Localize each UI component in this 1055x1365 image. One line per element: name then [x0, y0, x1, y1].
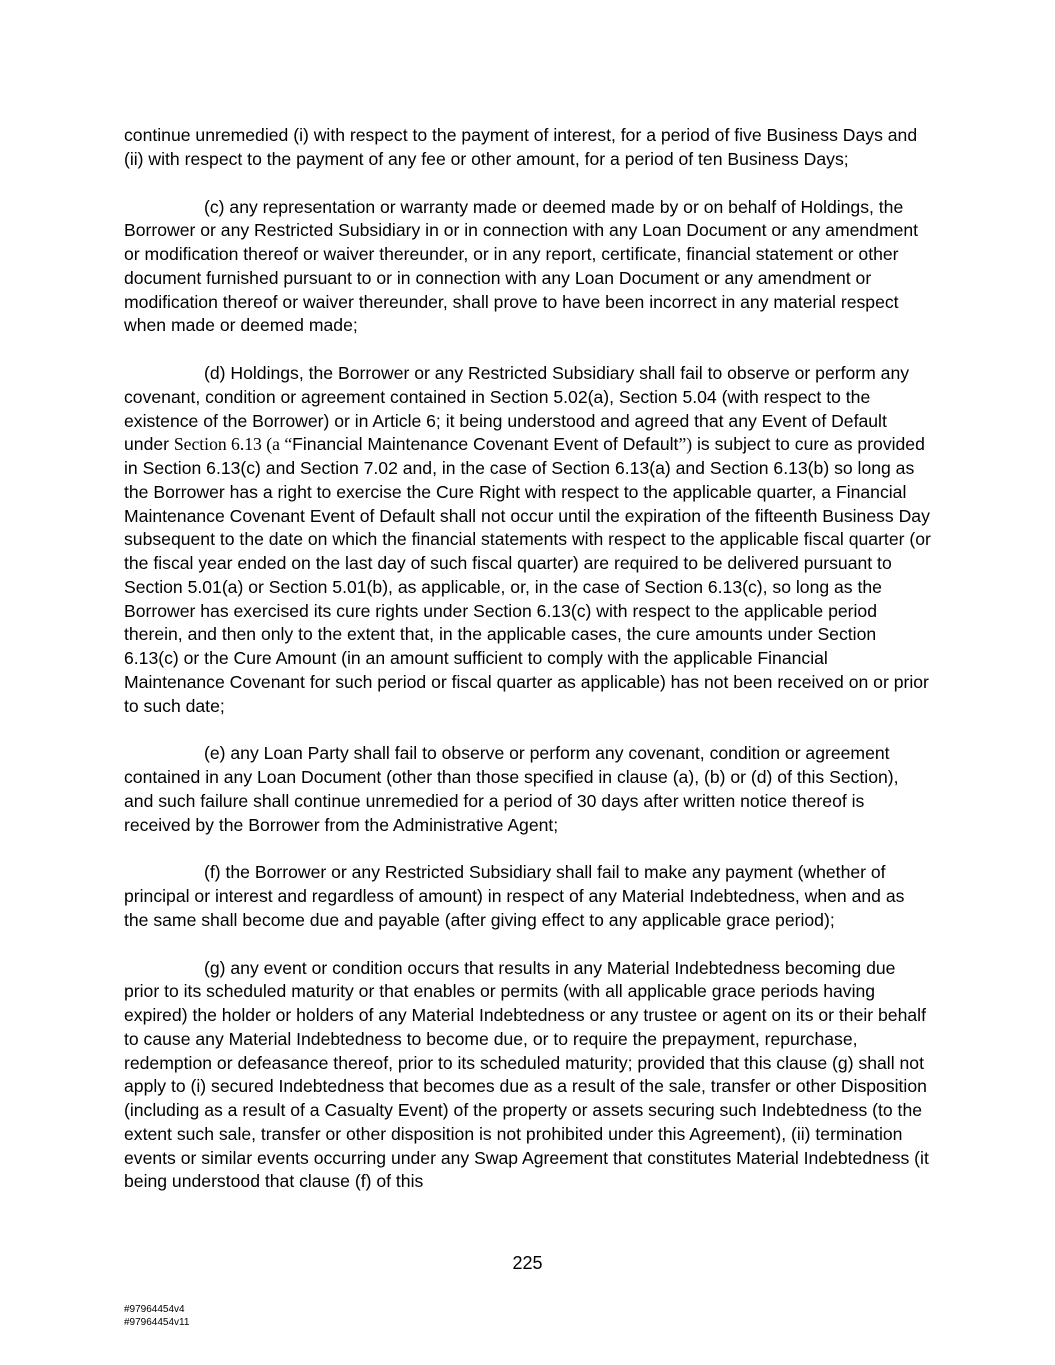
paragraph-clause-e: (e) any Loan Party shall fail to observe or perform any covenant, condition or agreement contained in any Loan Document (other than those specified in clause (a), (b) or (d) of this Section), and such failure shall continue unremedied for a period of 30 days after written notice thereof is received by the Borrower from the Administrative Agent;	[124, 743, 899, 835]
page-number: 225	[512, 1253, 543, 1273]
paragraph-clause-f: (f) the Borrower or any Restricted Subsidiary shall fail to make any payment (whether of principal or interest and regardless of amount) in respect of any Material Indebtedness, when and as the same shall become due and payable (after giving effect to any applicable grace period);	[124, 862, 905, 930]
clause-d-defined-term: Financial Maintenance Covenant Event of Default	[292, 434, 679, 455]
clause-d-serif-run-2: ”)	[678, 434, 693, 455]
paragraph-clause-d	[124, 362, 932, 718]
paragraph-clause-g: (g) any event or condition occurs that results in any Material Indebtedness becoming due prior to its scheduled maturity or that enables or permits (with all applicable grace periods having expired) the holder or holders of any Material Indebtedness or any trustee or agent on its or their behalf to cause any Material Indebtedness to become due, or to require the prepayment, repurchase, redemption or defeasance thereof, prior to its scheduled maturity; provided that this clause (g) shall not apply to (i) secured Indebtedness that becomes due as a result of the sale, transfer or other Disposition (including as a result of a Casualty Event) of the property or assets securing such Indebtedness (to the extent such sale, transfer or other disposition is not prohibited under this Agreement), (ii) termination events or similar events occurring under any Swap Agreement that constitutes Material Indebtedness (it being understood that clause (f) of this	[124, 957, 929, 1192]
document-id-2: #97964454v11	[124, 1317, 190, 1328]
document-body	[124, 124, 932, 1218]
paragraph-continuation: continue unremedied (i) with respect to the payment of interest, for a period of five Business Days and (ii) with respect to the payment of any fee or other amount, for a period of ten Business Days;	[124, 125, 918, 169]
document-id-1: #97964454v4	[124, 1304, 185, 1315]
clause-d-text-after: is subject to cure as provided in Section 6.13(c) and Section 7.02 and, in the case of Section 6.13(a) and Section 6.13(b) so long as the Borrower has a right to exercise the Cure Right with respect to the applicable quarter, a Financial Maintenance Covenant Event of Default shall not occur until the expiration of the fifteenth Business Day subsequent to the date on which the financial statements with respect to the applicable fiscal quarter (or the fiscal year ended on the last day of such fiscal quarter) are required to be delivered pursuant to Section 5.01(a) or Section 5.01(b), as applicable, or, in the case of Section 6.13(c), so long as the Borrower has exercised its cure rights under Section 6.13(c) with respect to the applicable period therein, and then only to the extent that, in the applicable cases, the cure amounts under Section 6.13(c) or the Cure Amount (in an amount sufficient to comply with the applicable Financial Maintenance Covenant for such period or fiscal quarter as applicable) has not been received on or prior to such date;	[124, 434, 931, 716]
paragraph-clause-c: (c) any representation or warranty made or deemed made by or on behalf of Holdings, the Borrower or any Restricted Subsidiary in or in connection with any Loan Document or any amendment or modification thereof or waiver thereunder, or in any report, certificate, financial statement or other document furnished pursuant to or in connection with any Loan Document or any amendment or modification thereof or waiver thereunder, shall prove to have been incorrect in any material respect when made or deemed made;	[124, 196, 919, 336]
clause-d-text-before: (d) Holdings, the Borrower or any Restricted Subsidiary shall fail to observe or perform any covenant, condition or agreement contained in Section 5.02(a), Section 5.04 (with respect to the existence of the Borrower) or in Article 6; it being understood and agreed that any Event of Default under	[124, 363, 910, 455]
clause-d-serif-run-1: Section 6.13 (a “	[173, 434, 293, 455]
